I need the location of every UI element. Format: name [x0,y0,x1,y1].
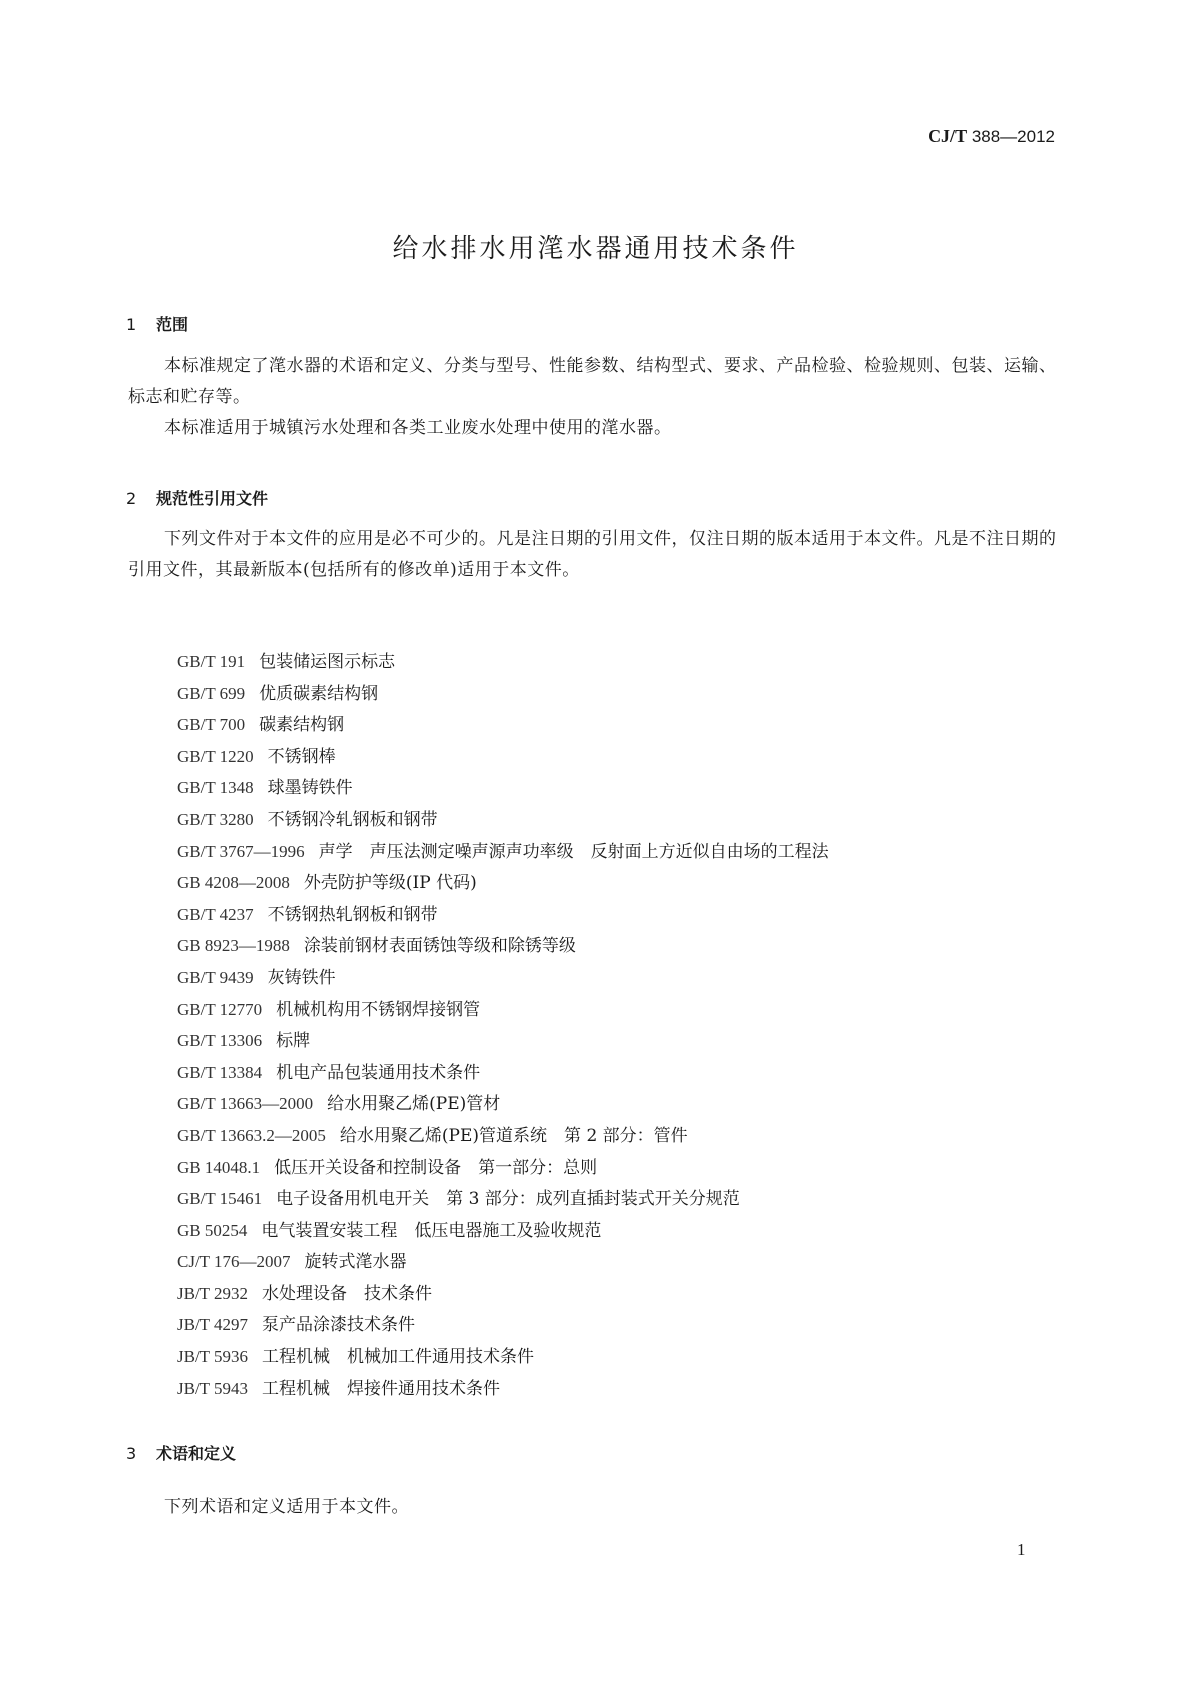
reference-code: CJ/T 176—2007 [177,1252,291,1272]
standard-code-number: 388—2012 [971,127,1055,146]
reference-item [177,646,829,678]
reference-item [177,1057,829,1089]
reference-item [177,1152,829,1184]
reference-code: GB/T 13663.2—2005 [177,1125,326,1145]
section-number: 1 [126,315,137,334]
reference-item [177,1373,829,1405]
reference-code: GB/T 13663—2000 [177,1094,314,1114]
reference-item [177,804,829,836]
reference-title: 机械机构用不锈钢焊接钢管 [276,999,481,1020]
reference-code: JB/T 5936 [177,1347,249,1367]
standard-code [928,126,1055,147]
reference-item [177,1183,829,1215]
reference-title: 电气装置安装工程 低压电器施工及验收规范 [261,1220,602,1241]
reference-item [177,836,829,868]
reference-code: JB/T 5943 [177,1378,249,1398]
reference-title: 给水用聚乙烯(PE)管道系统 第 2 部分：管件 [339,1125,688,1146]
reference-code: GB/T 1220 [177,746,254,766]
references-intro-paragraph: 下列文件对于本文件的应用是必不可少的。凡是注日期的引用文件，仅注日期的版本适用于本文件。凡是不注日期的引用文件，其最新版本(包括所有的修改单)适用于本文件。 [128,529,1057,580]
normative-references-list [177,646,829,1404]
section-3-heading [126,1441,236,1464]
reference-title: 低压开关设备和控制设备 第一部分：总则 [274,1157,598,1178]
reference-title: 电子设备用机电开关 第 3 部分：成列直插封装式开关分规范 [276,1189,740,1210]
section-number: 3 [126,1444,137,1463]
reference-title: 不锈钢冷轧钢板和钢带 [267,809,438,830]
reference-code: GB/T 3280 [177,809,254,829]
scope-paragraph-2: 本标准适用于城镇污水处理和各类工业废水处理中使用的滗水器。 [164,418,672,438]
reference-title: 标牌 [276,1031,311,1052]
scope-paragraph-1: 本标准规定了滗水器的术语和定义、分类与型号、性能参数、结构型式、要求、产品检验、检验规则、包装、运输、标志和贮存等。 [128,356,1057,407]
terms-intro-paragraph: 下列术语和定义适用于本文件。 [164,1497,409,1517]
reference-title: 机电产品包装通用技术条件 [276,1062,481,1083]
reference-code: GB/T 13306 [177,1031,263,1051]
reference-code: GB 14048.1 [177,1157,261,1177]
reference-item [177,1278,829,1310]
reference-title: 旋转式滗水器 [304,1252,407,1273]
reference-item [177,1120,829,1152]
reference-code: GB/T 3767—1996 [177,841,305,861]
reference-item [177,1025,829,1057]
reference-code: GB 4208—2008 [177,873,290,893]
reference-title: 包装储运图示标志 [259,652,396,672]
reference-title: 给水用聚乙烯(PE)管材 [327,1094,501,1115]
reference-code: JB/T 2932 [177,1283,249,1303]
reference-code: GB/T 191 [177,652,246,671]
reference-code: GB/T 15461 [177,1189,263,1209]
reference-item [177,678,829,710]
reference-item [177,772,829,804]
reference-code: GB/T 700 [177,715,246,735]
reference-code: GB/T 9439 [177,967,254,987]
reference-title: 水处理设备 技术条件 [262,1283,433,1304]
reference-title: 工程机械 焊接件通用技术条件 [262,1378,501,1399]
section-1-heading [126,312,188,335]
reference-code: GB/T 12770 [177,999,263,1019]
reference-code: GB/T 4237 [177,904,254,924]
reference-item [177,994,829,1026]
reference-code: GB 8923—1988 [177,936,290,956]
section-title: 范围 [156,315,189,334]
reference-code: GB/T 1348 [177,778,254,798]
reference-title: 灰铸铁件 [267,967,336,988]
reference-title: 泵产品涂漆技术条件 [262,1315,416,1336]
page-number: 1 [1017,1540,1026,1559]
reference-title: 涂装前钢材表面锈蚀等级和除锈等级 [303,936,576,957]
reference-title: 碳素结构钢 [259,715,345,736]
section-title: 术语和定义 [156,1444,237,1463]
reference-item [177,1215,829,1247]
reference-title: 不锈钢棒 [267,746,336,767]
reference-title: 工程机械 机械加工件通用技术条件 [262,1347,535,1368]
reference-item [177,867,829,899]
reference-code: GB/T 699 [177,683,246,703]
reference-code: GB/T 13384 [177,1062,263,1082]
reference-title: 外壳防护等级(IP 代码) [303,873,477,894]
reference-title: 不锈钢热轧钢板和钢带 [267,904,438,925]
document-title: 给水排水用滗水器通用技术条件 [392,234,799,264]
reference-item [177,1088,829,1120]
reference-item [177,930,829,962]
reference-title: 声学 声压法测定噪声源声功率级 反射面上方近似自由场的工程法 [318,841,829,862]
reference-item [177,1309,829,1341]
standard-code-prefix: CJ/T [928,126,968,146]
reference-code: JB/T 4297 [177,1315,249,1335]
section-number: 2 [126,489,137,508]
reference-item [177,1246,829,1278]
section-title: 规范性引用文件 [156,489,269,508]
reference-item [177,709,829,741]
reference-item [177,741,829,773]
reference-item [177,1341,829,1373]
reference-title: 优质碳素结构钢 [259,683,379,704]
section-2-heading [126,486,268,509]
reference-code: GB 50254 [177,1220,248,1240]
reference-title: 球墨铸铁件 [267,778,353,799]
reference-item [177,962,829,994]
reference-item [177,899,829,931]
